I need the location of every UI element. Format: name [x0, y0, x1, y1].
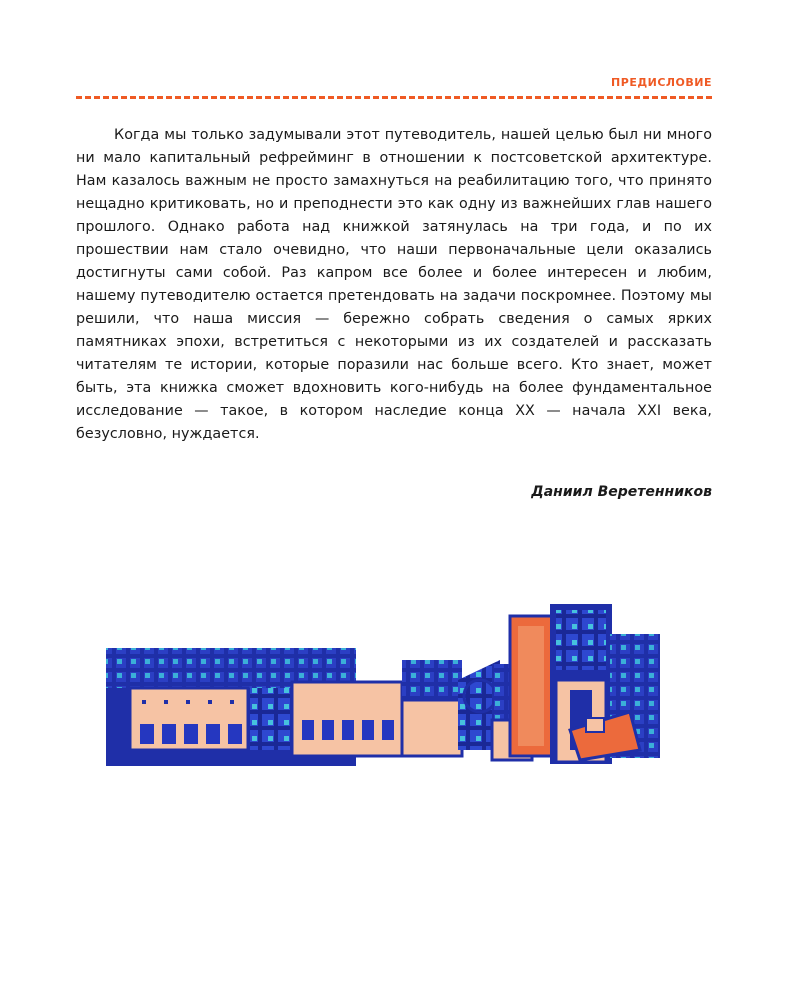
- section-title: ПРЕДИСЛОВИЕ: [611, 76, 712, 89]
- dashed-divider: [76, 96, 712, 99]
- preface-paragraph: Когда мы только задумывали этот путеводитель, нашей целью был ни много ни мало капитальный рефрейминг в отношении к постсоветской архитектуре. Нам казалось важным не просто замахнуться на реабилитацию того, что принято нещадно критиковать, но и преподнести это как одну из важнейших глав нашего прошлого. Однако работа над книжкой затянулась на три года, и по их прошествии нам стало очевидно, что наши первоначальные цели оказались достигнуты сами собой. Раз капром все более и более интересен и любим, нашему путеводителю остается претендовать на задачи поскромнее. Поэтому мы решили, что наша миссия — бережно собрать сведения о самых ярких памятниках эпохи, встретиться с некоторыми из их создателей и рассказать читателям те истории, которые поразили нас больше всего. Кто знает, может быть, эта книжка сможет вдохновить кого-нибудь на более фундаментальное исследование — такое, в котором наследие конца XX — начала XXI века, безусловно, нуждается.: [76, 127, 712, 442]
- author-signature: Даниил Веретенников: [531, 484, 712, 500]
- postmodern-building-illustration: [100, 600, 672, 772]
